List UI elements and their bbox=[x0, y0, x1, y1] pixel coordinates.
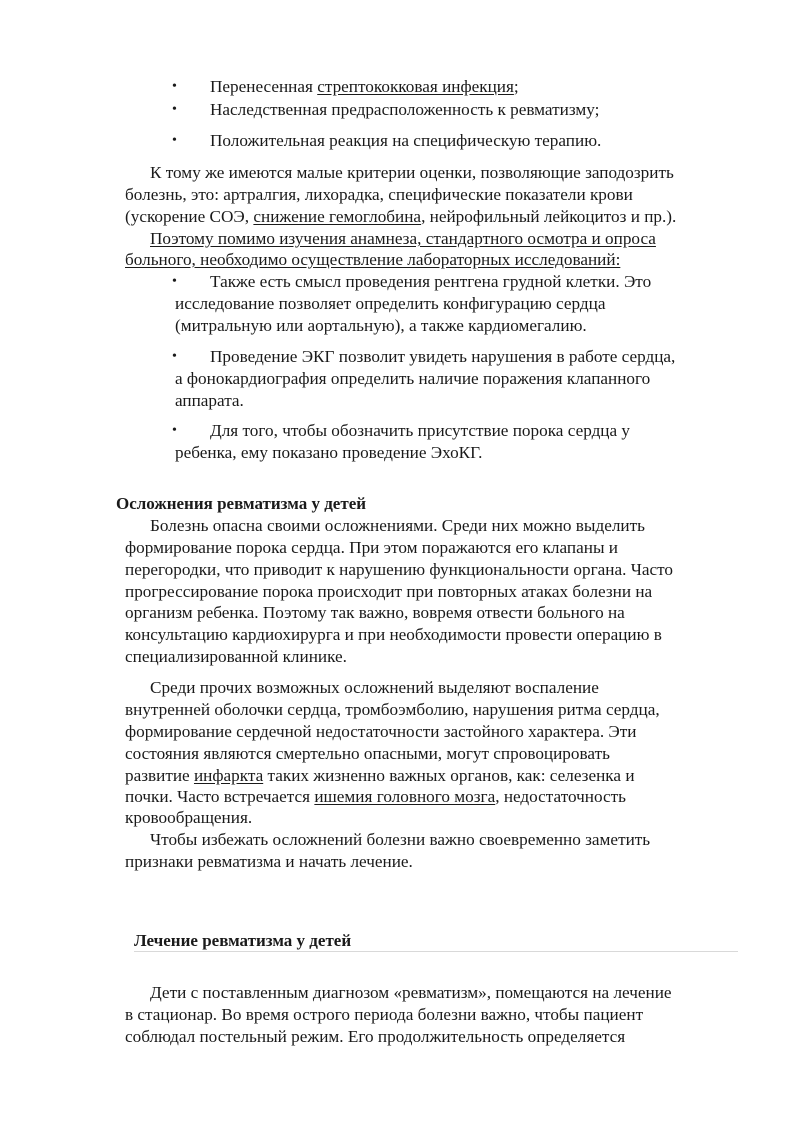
paragraph-line: (ускорение СОЭ, снижение гемоглобина, нейрофильный лейкоцитоз и пр.). bbox=[125, 207, 677, 226]
list-item: а фонокардиография определить наличие поражения клапанного bbox=[175, 369, 651, 388]
paragraph-line: организм ребенка. Поэтому так важно, вовремя отвести больного на bbox=[125, 603, 625, 622]
paragraph-line: перегородки, что приводит к нарушению функциональности органа. Часто bbox=[125, 560, 674, 579]
lab-tests-link[interactable]: больного, необходимо осуществление лабораторных исследований: bbox=[125, 250, 621, 269]
paragraph-line: консультацию кардиохирурга и при необходимости провести операцию в bbox=[125, 625, 662, 644]
paragraph-line: Среди прочих возможных осложнений выделяют воспаление bbox=[150, 678, 599, 697]
list-item: Положительная реакция на специфическую терапию. bbox=[210, 131, 602, 150]
bullet-marker: • bbox=[172, 79, 177, 94]
paragraph-line: Дети с поставленным диагнозом «ревматизм», помещаются на лечение bbox=[150, 983, 672, 1002]
list-item: Также есть смысл проведения рентгена грудной клетки. Это bbox=[210, 272, 652, 291]
list-item: Наследственная предрасположенность к ревматизму; bbox=[210, 100, 600, 119]
list-item: Для того, чтобы обозначить присутствие порока сердца у bbox=[210, 421, 631, 440]
bullet-marker: • bbox=[172, 423, 177, 438]
list-item: ребенка, ему показано проведение ЭхоКГ. bbox=[175, 443, 483, 462]
streptococcal-infection-link[interactable]: стрептококковая инфекция bbox=[317, 77, 514, 96]
paragraph-line: почки. Часто встречается ишемия головного мозга, недостаточность bbox=[125, 787, 626, 806]
bullet-marker: • bbox=[172, 349, 177, 364]
bullet-marker: • bbox=[172, 102, 177, 117]
paragraph-line: признаки ревматизма и начать лечение. bbox=[125, 852, 413, 871]
bullet-marker: • bbox=[172, 133, 177, 148]
paragraph-line: кровообращения. bbox=[125, 808, 253, 827]
paragraph-line: К тому же имеются малые критерии оценки, позволяющие заподозрить bbox=[150, 163, 674, 182]
paragraph-line: в стационар. Во время острого периода болезни важно, чтобы пациент bbox=[125, 1005, 644, 1024]
paragraph-line: состояния являются смертельно опасными, могут спровоцировать bbox=[125, 744, 610, 763]
paragraph-line: внутренней оболочки сердца, тромбоэмболию, нарушения ритма сердца, bbox=[125, 700, 660, 719]
paragraph-line: формирование порока сердца. При этом поражаются его клапаны и bbox=[125, 538, 618, 557]
paragraph-line: прогрессирование порока происходит при повторных атаках болезни на bbox=[125, 582, 653, 601]
heading-divider bbox=[134, 951, 738, 952]
list-item: Перенесенная стрептококковая инфекция; bbox=[210, 77, 519, 96]
list-item: (митральную или аортальную), а также кардиомегалию. bbox=[175, 316, 587, 335]
lab-tests-link[interactable]: Поэтому помимо изучения анамнеза, стандартного осмотра и опроса bbox=[150, 229, 656, 248]
complications-heading: Осложнения ревматизма у детей bbox=[116, 494, 367, 513]
paragraph-line: развитие инфаркта таких жизненно важных органов, как: селезенка и bbox=[125, 766, 635, 785]
bullet-marker: • bbox=[172, 274, 177, 289]
list-item: Проведение ЭКГ позволит увидеть нарушения в работе сердца, bbox=[210, 347, 676, 366]
infarction-link[interactable]: инфаркта bbox=[193, 766, 264, 785]
paragraph-line: соблюдал постельный режим. Его продолжительность определяется bbox=[125, 1027, 626, 1046]
list-item: аппарата. bbox=[175, 391, 244, 410]
paragraph-line: болезнь, это: артралгия, лихорадка, специфические показатели крови bbox=[125, 185, 633, 204]
paragraph-line: Болезнь опасна своими осложнениями. Среди них можно выделить bbox=[150, 516, 645, 535]
paragraph-line: Чтобы избежать осложнений болезни важно своевременно заметить bbox=[150, 830, 651, 849]
brain-ischemia-link[interactable]: ишемия головного мозга bbox=[314, 787, 496, 806]
list-item: исследование позволяет определить конфигурацию сердца bbox=[175, 294, 606, 313]
treatment-heading: Лечение ревматизма у детей bbox=[134, 931, 352, 950]
hemoglobin-decrease-link[interactable]: снижение гемоглобина bbox=[253, 207, 422, 226]
paragraph-line: формирование сердечной недостаточности застойного характера. Эти bbox=[125, 722, 637, 741]
paragraph-line: специализированной клинике. bbox=[125, 647, 347, 666]
